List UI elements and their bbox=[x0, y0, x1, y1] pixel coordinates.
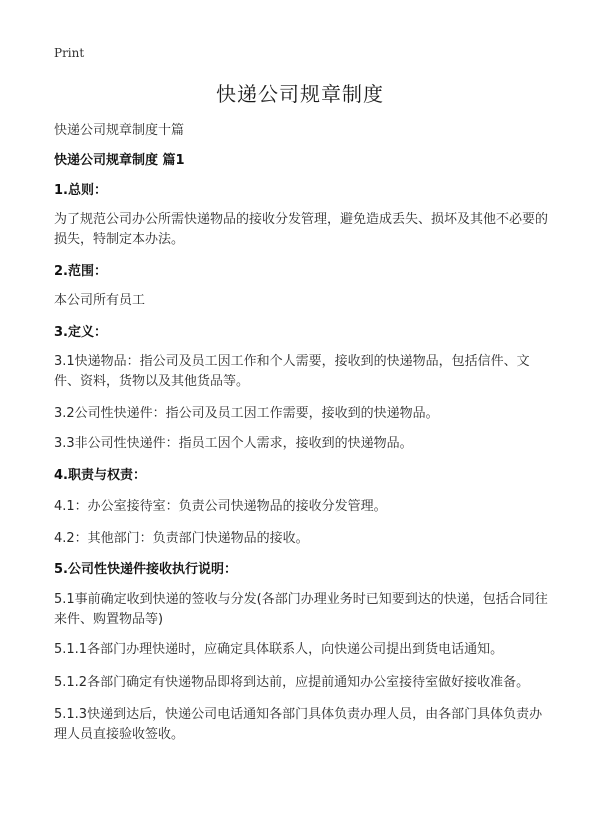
section-3-1: 3.1快递物品：指公司及员工因工作和个人需要，接收到的快递物品，包括信件、文件、资料，货物以及其他货品等。 bbox=[54, 354, 530, 389]
section-5-1-2: 5.1.2各部门确定有快递物品即将到达前，应提前通知办公室接待室做好接收准备。 bbox=[54, 675, 530, 690]
section-3-heading: 3.定义： bbox=[54, 325, 107, 340]
section-1-heading: 1.总则： bbox=[54, 183, 107, 198]
section-1-body: 为了规范公司办公所需快递物品的接收分发管理，避免造成丢失、损坏及其他不必要的损失，特制定本办法。 bbox=[54, 212, 549, 247]
section-5-1-1: 5.1.1各部门办理快递时，应确定具体联系人，向快递公司提出到货电话通知。 bbox=[54, 642, 504, 657]
document-title: 快递公司规章制度 bbox=[216, 82, 384, 106]
section-2-heading: 2.范围： bbox=[54, 264, 107, 279]
section-4-heading: 4.职责与权责： bbox=[54, 468, 146, 483]
section-3-3: 3.3非公司性快递件：指员工因个人需求，接收到的快递物品。 bbox=[54, 436, 413, 451]
section-5-1-3: 5.1.3快递到达后，快递公司电话通知各部门具体负责办理人员，由各部门具体负责办理人员直接验收签收。 bbox=[54, 707, 543, 742]
document-subtitle: 快递公司规章制度十篇 bbox=[54, 123, 185, 138]
article-heading: 快递公司规章制度 篇1 bbox=[54, 153, 185, 168]
section-2-body: 本公司所有员工 bbox=[54, 293, 146, 308]
section-5-heading: 5.公司性快递件接收执行说明： bbox=[54, 562, 237, 577]
section-4-2: 4.2：其他部门：负责部门快递物品的接收。 bbox=[54, 531, 309, 546]
section-4-1: 4.1：办公室接待室：负责公司快递物品的接收分发管理。 bbox=[54, 499, 387, 514]
print-label: Print bbox=[54, 46, 85, 60]
section-5-1: 5.1事前确定收到快递的签收与分发(各部门办理业务时已知要到达的快递，包括合同往来件、购置物品等) bbox=[54, 592, 548, 627]
section-3-2: 3.2公司性快递件：指公司及员工因工作需要，接收到的快递物品。 bbox=[54, 406, 439, 421]
